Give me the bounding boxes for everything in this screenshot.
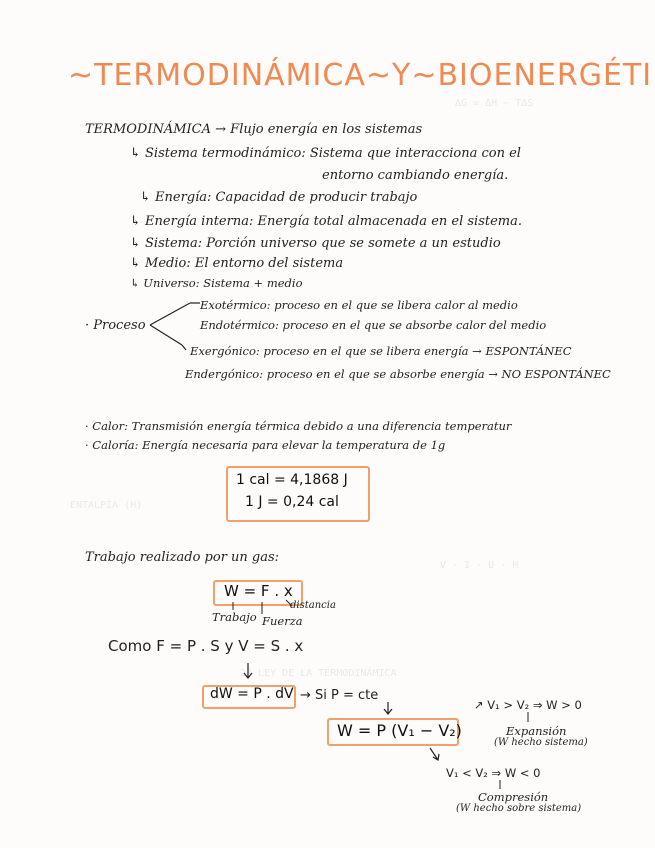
page-title: ~TERMODINÁMICA~Y~BIOENERGÉTI xyxy=(68,58,653,93)
expansion-condition: ↗ V₁ > V₂ ⇒ W > 0 xyxy=(474,698,582,712)
cal-to-joule: 1 cal = 4,1868 J xyxy=(236,472,348,488)
energia-definition: ↳ Energía: Capacidad de producir trabajo xyxy=(140,190,418,205)
expansion-note: (W hecho sistema) xyxy=(494,737,588,748)
brace-stroke xyxy=(150,303,190,325)
endergonico-definition: Endergónico: proceso en el que se absorbe energía → NO ESPONTÁNEC xyxy=(185,367,611,381)
bleed-through-text: ENTALPÍA (H) xyxy=(70,500,143,511)
final-work-formula: W = P (V₁ − V₂) xyxy=(337,721,462,740)
work-formula: W = F . x xyxy=(224,582,293,600)
exotermico-definition: Exotérmico: proceso en el que se libera calor al medio xyxy=(200,298,518,312)
calor-definition: · Calor: Transmisión energía térmica debido a una diferencia temperatur xyxy=(85,419,512,433)
medio-definition: ↳ Medio: El entorno del sistema xyxy=(130,256,344,271)
joule-to-cal: 1 J = 0,24 cal xyxy=(245,494,339,510)
trabajo-heading: Trabajo realizado por un gas: xyxy=(85,550,280,565)
arrow-down-icon xyxy=(244,663,252,678)
proceso-label: · Proceso xyxy=(85,318,146,333)
energia-interna-definition: ↳ Energía interna: Energía total almacenada en el sistema. xyxy=(130,214,522,229)
sistema-termodinamico-definition: ↳ Sistema termodinámico: Sistema que interacciona con el xyxy=(130,146,521,161)
universo-definition: ↳ Universo: Sistema + medio xyxy=(130,276,303,290)
bleed-through-text: V · I · U · H xyxy=(440,560,519,571)
distancia-label: distancia xyxy=(290,600,336,611)
arrow-down-icon xyxy=(286,600,292,606)
compression-note: (W hecho sobre sistema) xyxy=(456,803,582,814)
arrow-down-icon xyxy=(430,748,439,760)
sistema-termodinamico-continuation: entorno cambiando energía. xyxy=(322,168,509,183)
caloria-definition: · Caloría: Energía necesaria para elevar la temperatura de 1g xyxy=(85,438,446,452)
constant-pressure-note: → Si P = cte xyxy=(300,688,379,703)
expansion-label: Expansión xyxy=(506,724,567,738)
bleed-through-text: 2ª LEY DE LA TERMODINÁMICA xyxy=(240,668,397,679)
fuerza-label: Fuerza xyxy=(262,614,303,628)
termodinamica-definition: TERMODINÁMICA → Flujo energía en los sistemas xyxy=(85,122,423,137)
compression-label: Compresión xyxy=(478,790,549,804)
arrow-down-icon xyxy=(384,702,392,714)
dw-formula: dW = P . dV xyxy=(210,686,294,702)
bleed-through-text: ΔG = ΔH − TΔS xyxy=(455,98,534,109)
exergonico-definition: Exergónico: proceso en el que se libera energía → ESPONTÁNEC xyxy=(190,344,572,358)
como-relation: Como F = P . S y V = S . x xyxy=(108,637,304,655)
brace-stroke xyxy=(150,325,182,345)
sistema-definition: ↳ Sistema: Porción universo que se somete a un estudio xyxy=(130,236,501,251)
endotermico-definition: Endotérmico: proceso en el que se absorbe calor del medio xyxy=(200,318,547,332)
trabajo-label: Trabajo xyxy=(212,610,257,624)
compression-condition: V₁ < V₂ ⇒ W < 0 xyxy=(446,766,541,780)
